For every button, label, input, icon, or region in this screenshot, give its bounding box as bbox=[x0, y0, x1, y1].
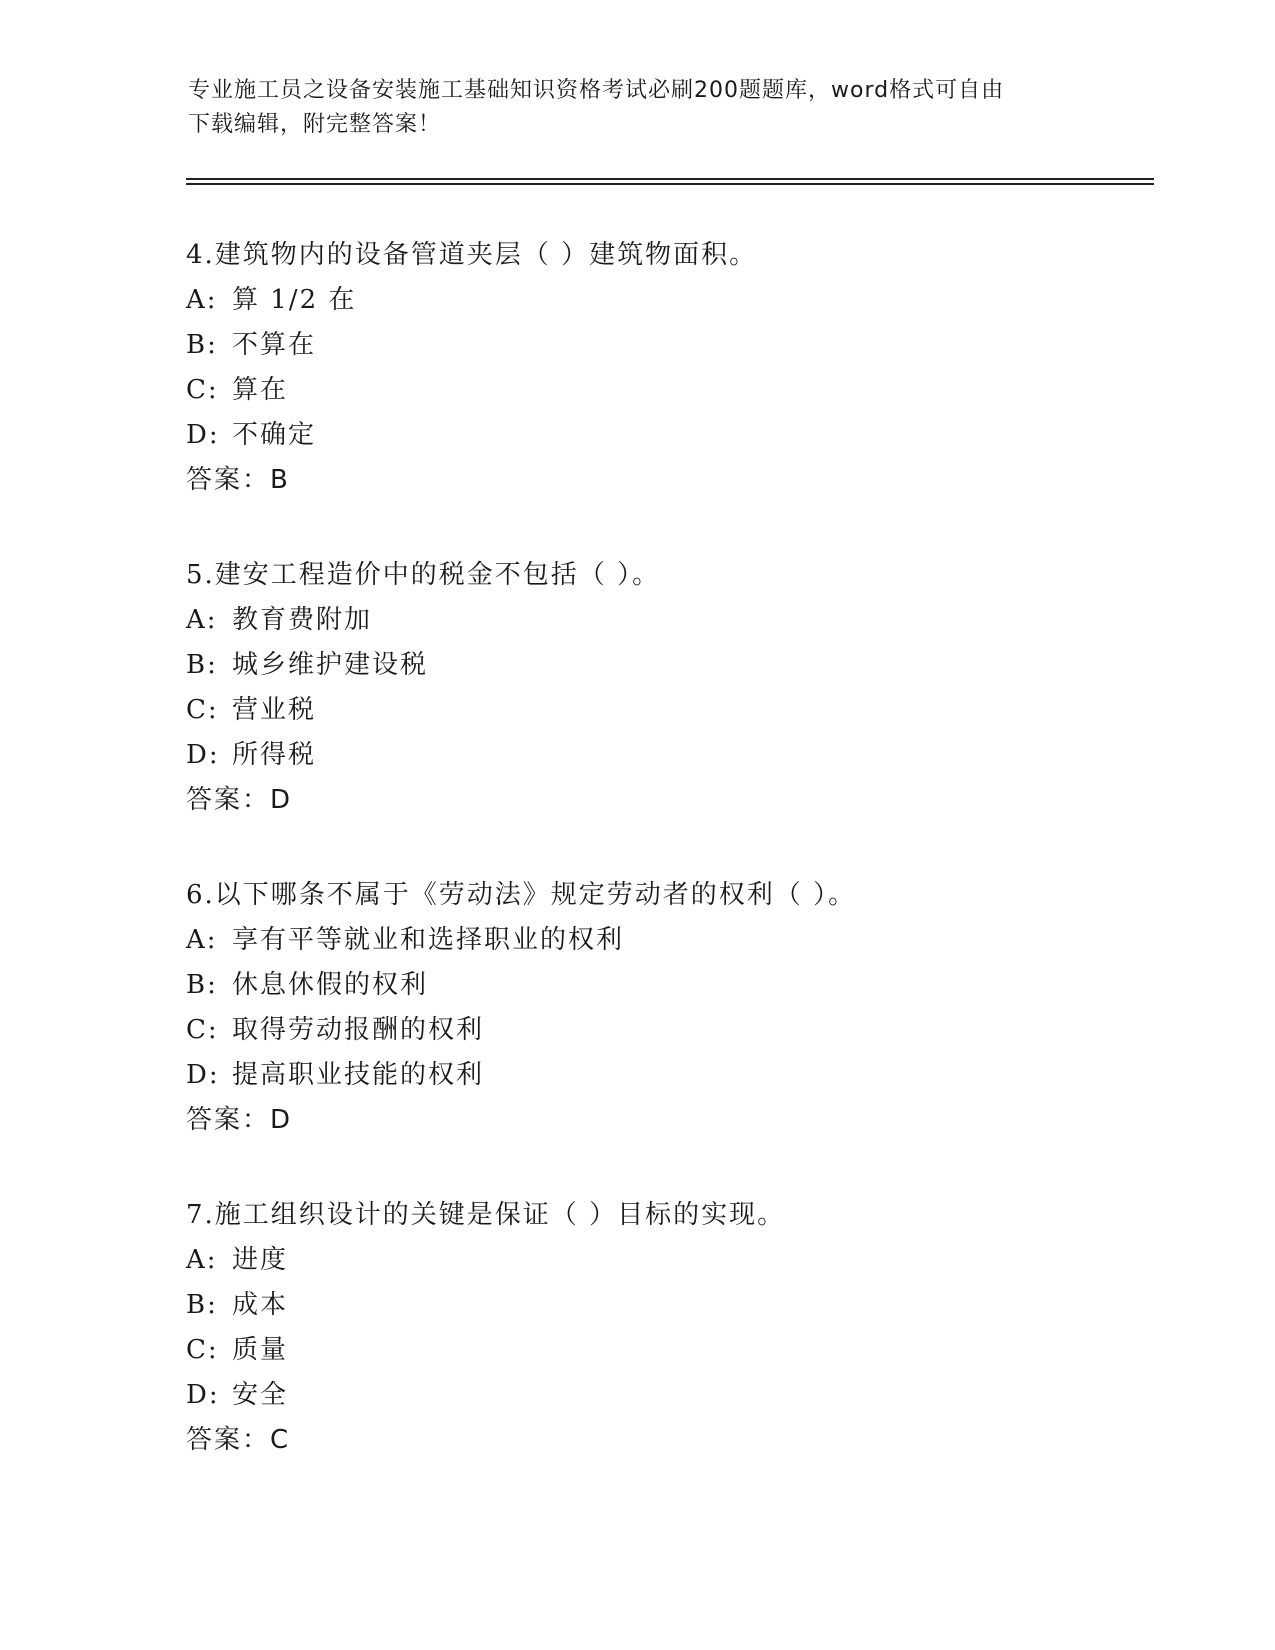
option-letter: C: bbox=[186, 1335, 219, 1365]
option-text: 算在 bbox=[232, 375, 289, 405]
option-b bbox=[186, 643, 1146, 688]
question-list bbox=[186, 232, 1146, 1512]
option-letter: B: bbox=[186, 970, 218, 1000]
option-text: 取得劳动报酬的权利 bbox=[232, 1015, 485, 1045]
option-letter: C: bbox=[186, 375, 219, 405]
option-c bbox=[186, 1008, 1146, 1053]
option-letter: D: bbox=[186, 1380, 220, 1410]
option-letter: C: bbox=[186, 1015, 219, 1045]
option-text: 算 1/2 在 bbox=[232, 285, 357, 315]
option-text: 安全 bbox=[232, 1380, 289, 1410]
option-text: 不确定 bbox=[232, 420, 317, 450]
option-d bbox=[186, 733, 1146, 778]
option-c bbox=[186, 1328, 1146, 1373]
option-letter: A: bbox=[186, 1245, 218, 1275]
option-d bbox=[186, 1373, 1146, 1418]
option-text: 所得税 bbox=[232, 740, 317, 770]
option-c bbox=[186, 368, 1146, 413]
option-c bbox=[186, 688, 1146, 733]
option-b bbox=[186, 323, 1146, 368]
option-b bbox=[186, 963, 1146, 1008]
question-block bbox=[186, 872, 1146, 1192]
option-letter: A: bbox=[186, 605, 218, 635]
option-text: 教育费附加 bbox=[232, 605, 373, 635]
header-line-1: 专业施工员之设备安装施工基础知识资格考试必刷200题题库，word格式可自由 bbox=[188, 78, 1005, 103]
answer-line: 答案：C bbox=[186, 1425, 291, 1455]
question-block bbox=[186, 552, 1146, 872]
option-text: 不算在 bbox=[232, 330, 317, 360]
option-letter: A: bbox=[186, 925, 218, 955]
question-title: 4.建筑物内的设备管道夹层（ ）建筑物面积。 bbox=[186, 240, 758, 270]
option-text: 质量 bbox=[232, 1335, 289, 1365]
header-divider-bottom bbox=[186, 183, 1154, 185]
answer-line: 答案：B bbox=[186, 465, 290, 495]
option-b bbox=[186, 1283, 1146, 1328]
option-d bbox=[186, 1053, 1146, 1098]
answer-line: 答案：D bbox=[186, 1105, 293, 1135]
option-a bbox=[186, 278, 1146, 323]
option-letter: B: bbox=[186, 650, 218, 680]
option-letter: D: bbox=[186, 1060, 220, 1090]
option-text: 提高职业技能的权利 bbox=[232, 1060, 485, 1090]
question-title: 5.建安工程造价中的税金不包括（ ）。 bbox=[186, 560, 661, 590]
option-text: 城乡维护建设税 bbox=[232, 650, 429, 680]
option-letter: D: bbox=[186, 420, 220, 450]
option-d bbox=[186, 413, 1146, 458]
question-title: 6.以下哪条不属于《劳动法》规定劳动者的权利（ ）。 bbox=[186, 880, 857, 910]
document-header bbox=[188, 74, 1088, 142]
option-text: 休息休假的权利 bbox=[232, 970, 429, 1000]
option-letter: B: bbox=[186, 1290, 218, 1320]
option-text: 进度 bbox=[232, 1245, 289, 1275]
question-title: 7.施工组织设计的关键是保证（ ）目标的实现。 bbox=[186, 1200, 786, 1230]
option-letter: C: bbox=[186, 695, 219, 725]
option-letter: D: bbox=[186, 740, 220, 770]
option-letter: A: bbox=[186, 285, 218, 315]
option-text: 享有平等就业和选择职业的权利 bbox=[232, 925, 625, 955]
option-letter: B: bbox=[186, 330, 218, 360]
option-a bbox=[186, 1238, 1146, 1283]
option-text: 营业税 bbox=[232, 695, 317, 725]
question-block bbox=[186, 232, 1146, 552]
answer-line: 答案：D bbox=[186, 785, 293, 815]
header-divider-top bbox=[186, 178, 1154, 180]
header-line-2: 下载编辑，附完整答案！ bbox=[188, 112, 442, 137]
option-a bbox=[186, 598, 1146, 643]
option-a bbox=[186, 918, 1146, 963]
question-block bbox=[186, 1192, 1146, 1512]
option-text: 成本 bbox=[232, 1290, 289, 1320]
